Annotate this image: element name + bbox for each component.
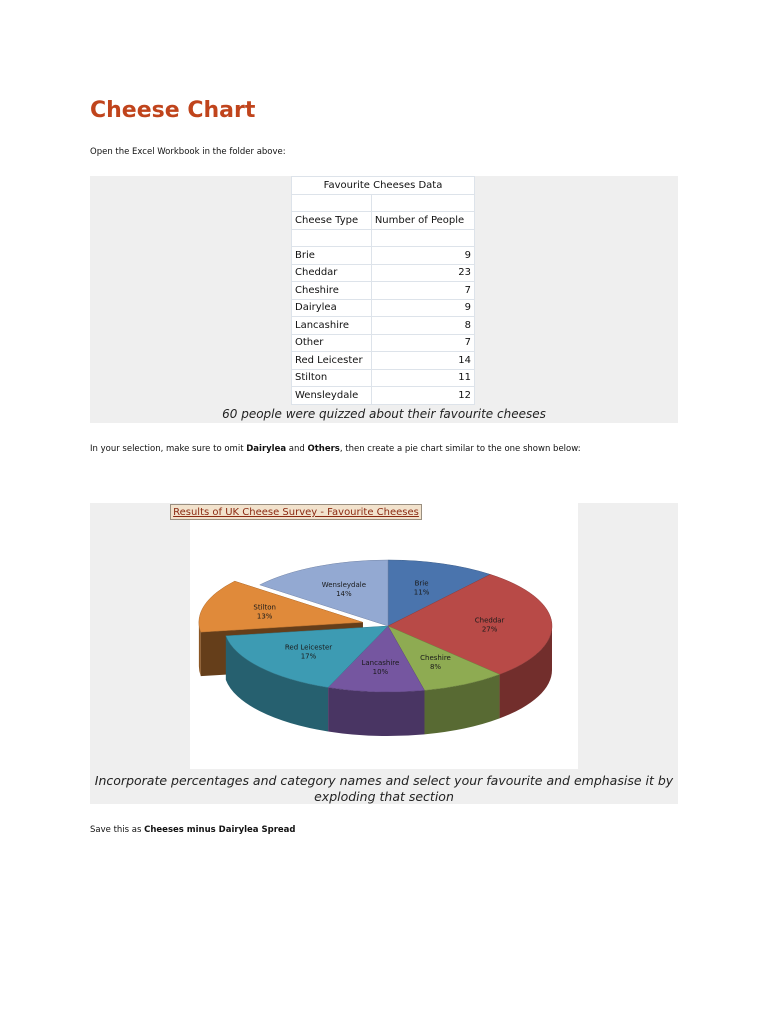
pie-label-percent: 10% (372, 667, 389, 676)
pie-label-percent: 11% (413, 588, 430, 597)
table-cell: Wensleydale (292, 387, 372, 405)
instruction-bold-dairylea: Dairylea (246, 444, 287, 454)
pie-label-name: Red Leicester (284, 643, 333, 652)
table-cell: Red Leicester (292, 352, 372, 370)
table-cell: Other (292, 334, 372, 352)
table-cell: 9 (371, 299, 474, 317)
instruction-part3: , then create a pie chart similar to the one shown below: (339, 444, 581, 454)
intro-text: Open the Excel Workbook in the folder above: (90, 147, 286, 157)
pie-label-name: Cheshire (420, 654, 451, 663)
save-text (90, 825, 295, 835)
table-cell: 12 (371, 387, 474, 405)
table-cell: Cheese Type (292, 212, 372, 230)
save-filename: Cheeses minus Dairylea Spread (144, 825, 296, 835)
table-cell: 8 (371, 317, 474, 335)
pie-label-percent: 14% (336, 590, 352, 599)
chart-caption-line2: exploding that section (314, 789, 454, 804)
instruction-part1: In your selection, make sure to omit (90, 444, 247, 454)
pie-label-name: Lancashire (361, 658, 400, 667)
instruction-part2: and (286, 444, 308, 454)
table-cell: 14 (371, 352, 474, 370)
table-cell: Number of People (371, 212, 474, 230)
save-prefix: Save this as (90, 825, 145, 835)
table-cell: Brie (292, 247, 372, 265)
page-title: Cheese Chart (90, 98, 256, 123)
table-cell: Stilton (292, 369, 372, 387)
pie-label-percent: 13% (256, 612, 273, 621)
table-cell: 11 (371, 369, 474, 387)
chart-caption-line1: Incorporate percentages and category names and select your favourite and emphasise it by (94, 773, 674, 788)
instruction-bold-others: Others (307, 444, 340, 454)
pie-label-percent: 27% (481, 625, 498, 634)
table-cell: 23 (371, 264, 474, 282)
pie-label-name: Cheddar (474, 616, 505, 625)
pie-slice-side-lancashire (328, 687, 424, 736)
chart-title: Results of UK Cheese Survey - Favourite Cheeses (170, 504, 422, 520)
table-cell: Cheddar (292, 264, 372, 282)
table-cell: 7 (371, 334, 474, 352)
table-caption: 60 people were quizzed about their favourite cheeses (222, 407, 546, 421)
table-cell: 9 (371, 247, 474, 265)
table-cell: Lancashire (292, 317, 372, 335)
table-cell: Favourite Cheeses Data (292, 177, 475, 195)
pie-label-name: Wensleydale (321, 581, 367, 590)
table-cell: Cheshire (292, 282, 372, 300)
table-cell: Dairylea (292, 299, 372, 317)
pie-label-percent: 17% (300, 652, 317, 661)
pie-label-percent: 8% (429, 663, 442, 672)
pie-label-name: Brie (414, 579, 429, 588)
table-cell: 7 (371, 282, 474, 300)
pie-label-name: Stilton (253, 603, 276, 612)
